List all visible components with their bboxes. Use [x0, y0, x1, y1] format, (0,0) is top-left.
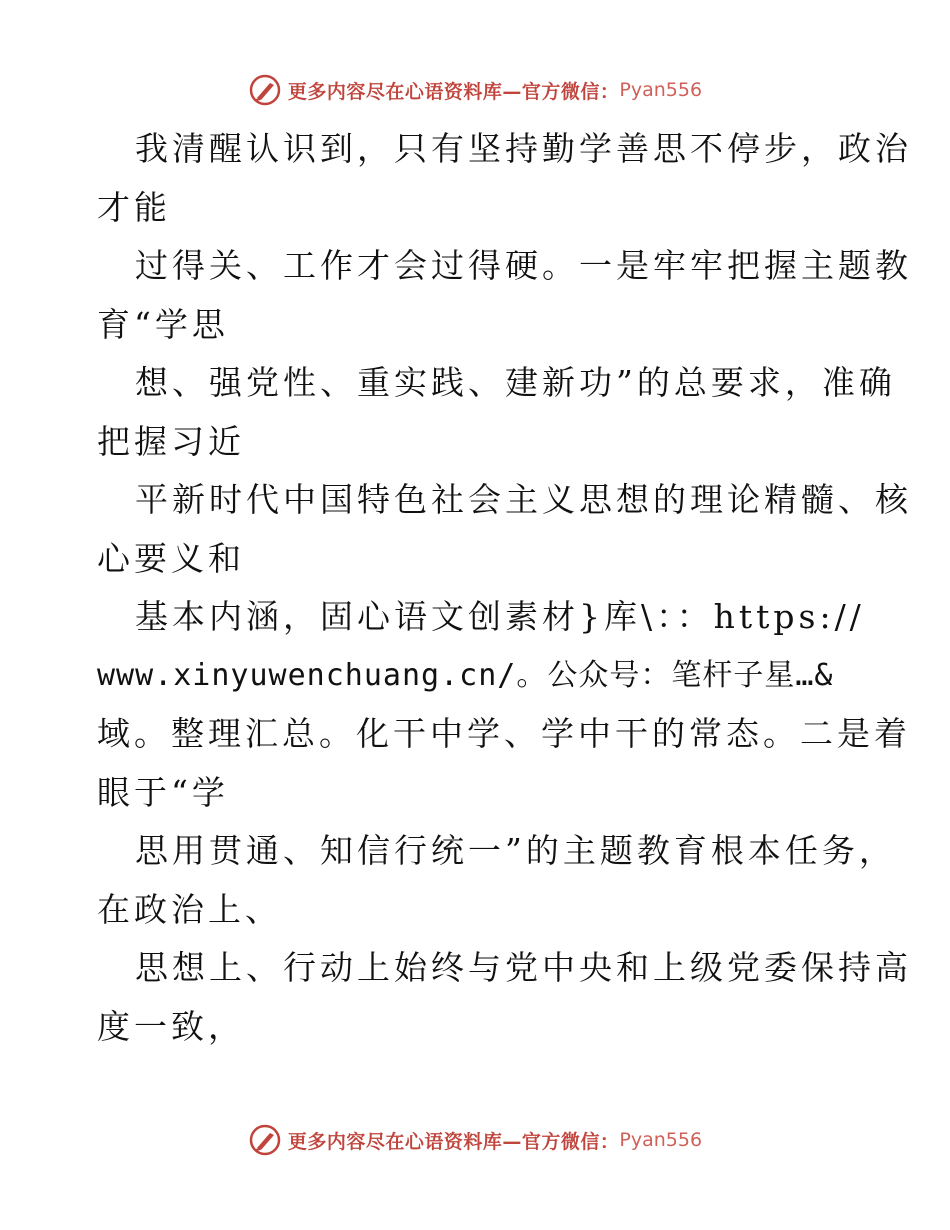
text-line: 域。整理汇总。化干中学、学中干的常态。二是着 [97, 714, 911, 753]
banner-text: 更多内容尽在心语资料库—官方微信： [287, 80, 620, 103]
text-line: 才能 [97, 187, 171, 227]
text-line: 育“学思 [97, 304, 229, 344]
text-line: 心要义和 [97, 538, 245, 578]
text-line: 度一致， [97, 1006, 245, 1046]
document-body [97, 120, 912, 1056]
banner-text: 更多内容尽在心语资料库—官方微信： [287, 1130, 620, 1153]
text-line: 想、强党性、重实践、建新功”的总要求，准确 [135, 363, 896, 402]
footer-watermark-banner [0, 1120, 950, 1160]
text-line-url: www.xinyuwenchuang.cn/。公众号：笔杆子星…& [97, 657, 834, 693]
text-line: 思用贯通、知信行统一”的主题教育根本任务， [135, 831, 896, 870]
quill-logo-icon [248, 73, 282, 107]
text-line: 我清醒认识到，只有坚持勤学善思不停步，政治 [135, 129, 912, 168]
header-watermark-banner [0, 70, 950, 110]
text-line: 过得关、工作才会过得硬。一是牢牢把握主题教 [135, 246, 912, 285]
quill-logo-icon [248, 1123, 282, 1157]
text-line: 平新时代中国特色社会主义思想的理论精髓、核 [135, 480, 912, 519]
text-line: 思想上、行动上始终与党中央和上级党委保持高 [135, 948, 912, 987]
text-line: 把握习近 [97, 421, 245, 461]
text-line: 基本内涵，固心语文创素材}库\：：https:// [135, 597, 865, 636]
banner-wechat-handle: Pyan556 [619, 79, 703, 101]
text-line: 眼于“学 [97, 772, 229, 812]
text-line: 在政治上、 [97, 889, 282, 929]
banner-wechat-handle: Pyan556 [619, 1129, 703, 1151]
